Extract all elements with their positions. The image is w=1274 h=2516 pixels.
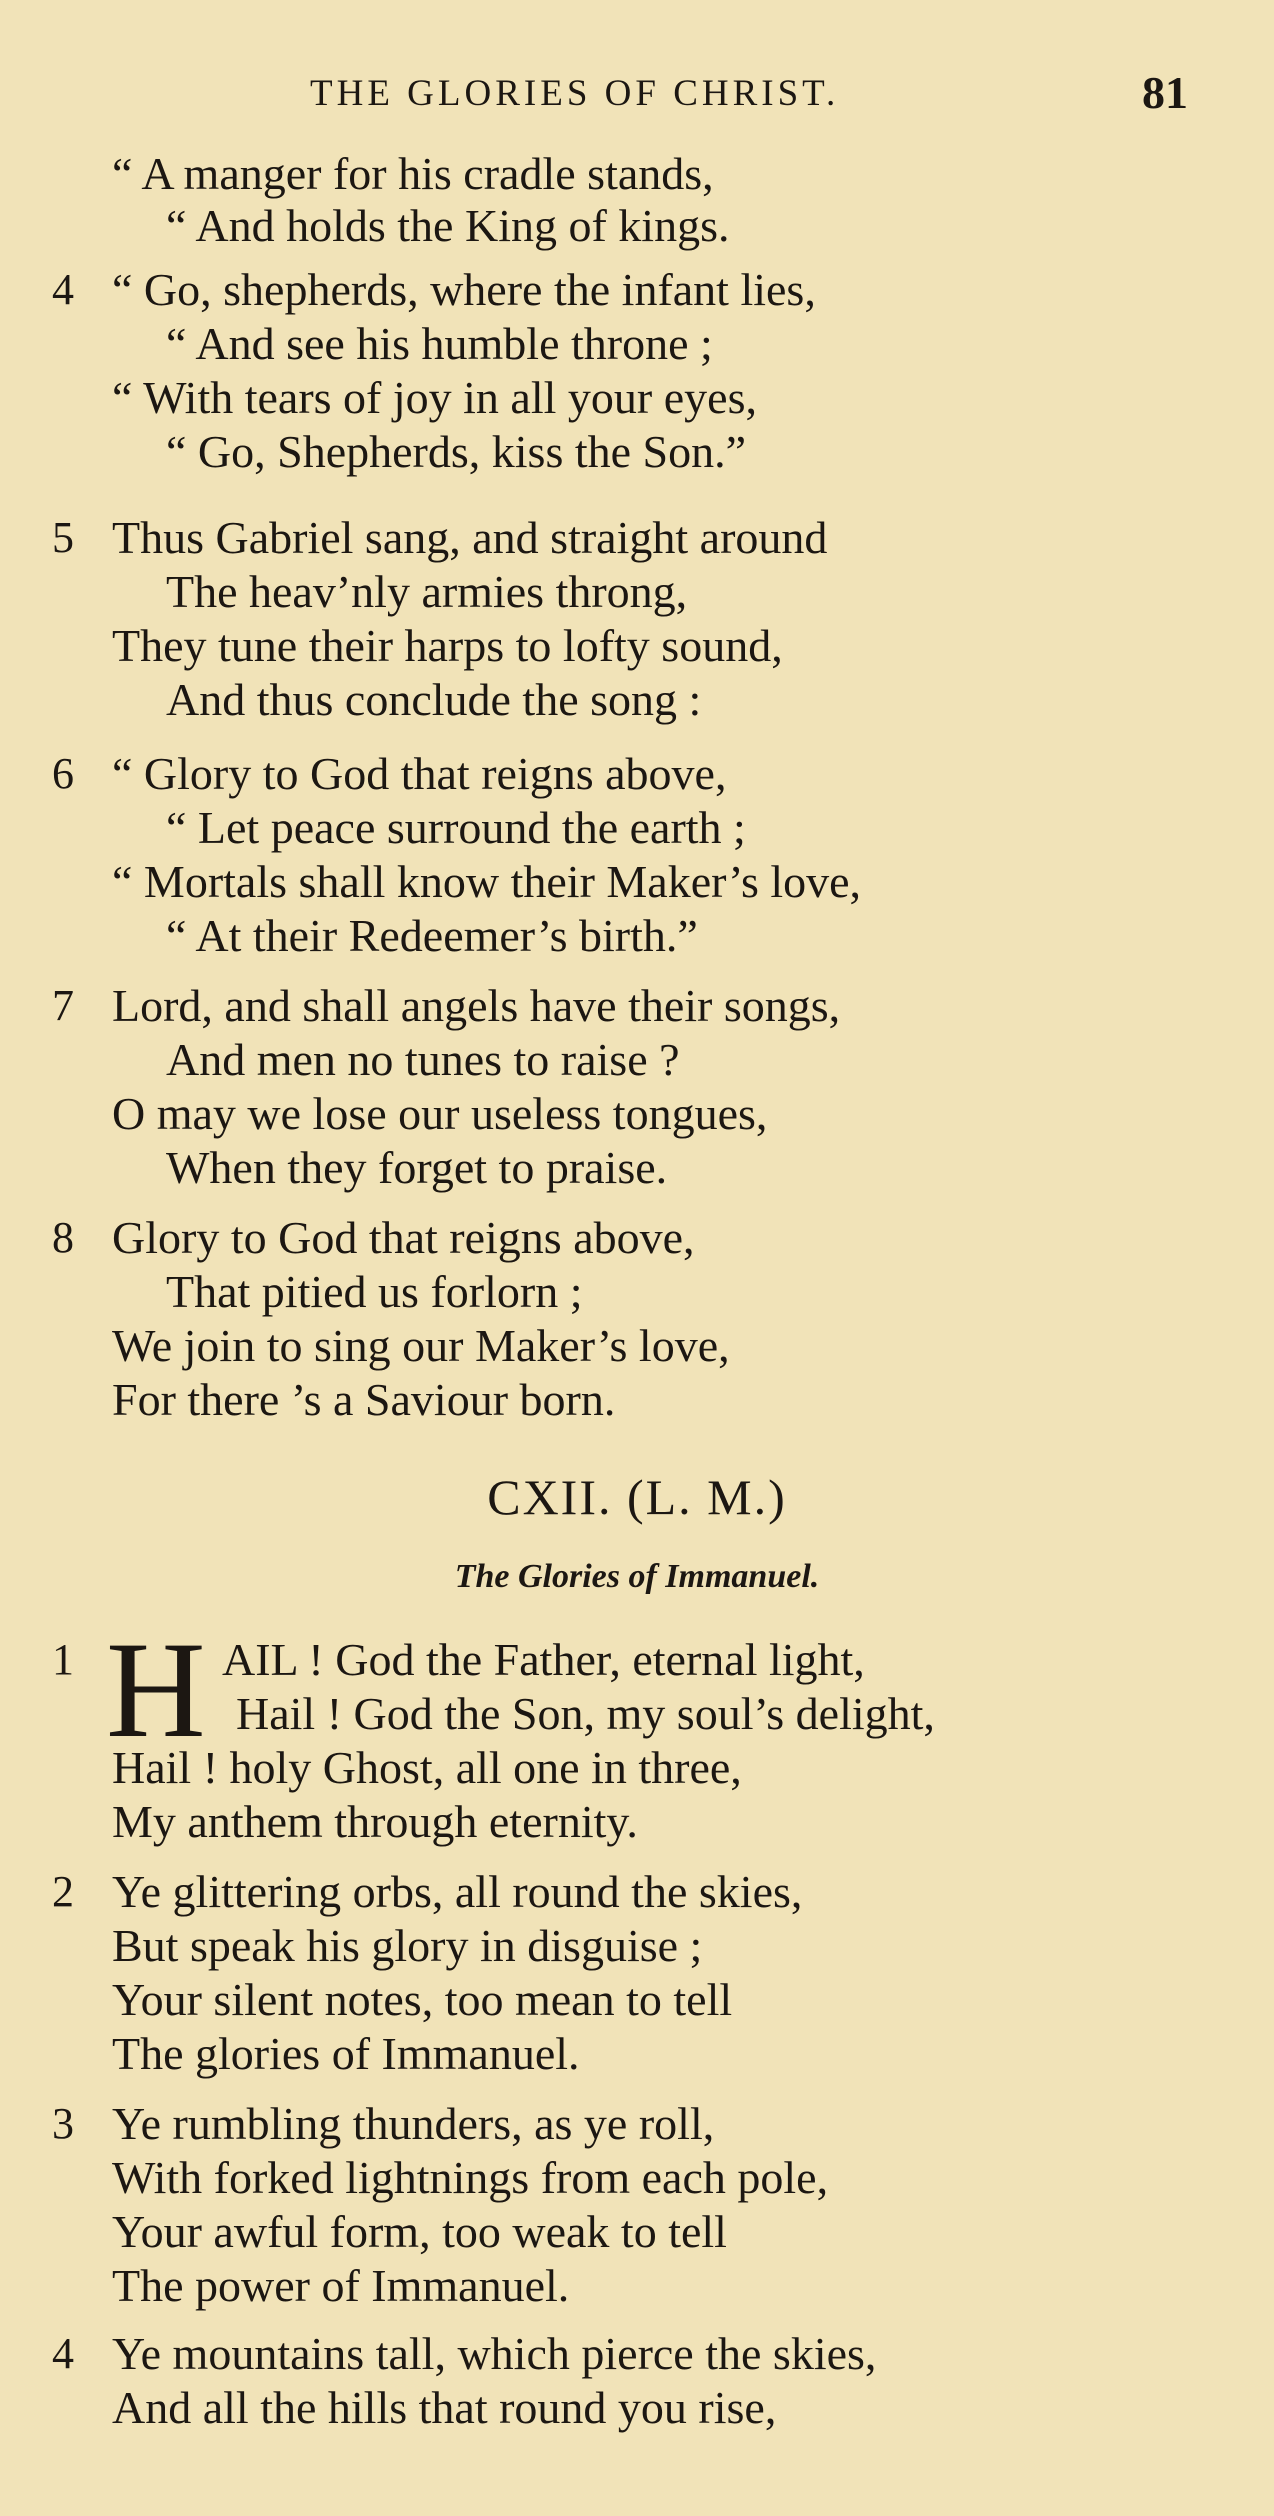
stanza-number: 4	[52, 265, 74, 314]
verse-line: “ And holds the King of kings.	[166, 200, 730, 251]
verse-line: But speak his glory in disguise ;	[112, 1920, 703, 1971]
stanza-number: 7	[52, 981, 74, 1030]
verse-line: Thus Gabriel sang, and straight around	[112, 512, 828, 563]
verse-line: Glory to God that reigns above,	[112, 1212, 695, 1263]
verse-line: The power of Immanuel.	[112, 2260, 570, 2311]
verse-line: And all the hills that round you rise,	[112, 2382, 777, 2433]
verse-line: That pitied us forlorn ;	[166, 1266, 583, 1317]
verse-line: “ Mortals shall know their Maker’s love,	[112, 856, 862, 907]
page-number: 81	[1142, 67, 1188, 118]
verse-line: “ Go, Shepherds, kiss the Son.”	[166, 426, 747, 477]
verse-line: “ At their Redeemer’s birth.”	[166, 910, 698, 961]
hymn-subtitle: The Glories of Immanuel.	[454, 1558, 820, 1595]
verse-line: For there ’s a Saviour born.	[112, 1374, 616, 1425]
stanza-number: 2	[52, 1867, 74, 1916]
page-header	[0, 67, 1274, 132]
verse-line: “ Glory to God that reigns above,	[112, 748, 727, 799]
verse-line: O may we lose our useless tongues,	[112, 1088, 768, 1139]
verse-line: Lord, and shall angels have their songs,	[112, 980, 841, 1031]
hymn-title: CXII. (L. M.)	[487, 1469, 787, 1525]
verse-line: And men no tunes to raise ?	[166, 1034, 680, 1085]
verse-line: Ye glittering orbs, all round the skies,	[112, 1866, 803, 1917]
verse-line: “ A manger for his cradle stands,	[112, 148, 714, 199]
verse-line: The heav’nly armies throng,	[166, 566, 688, 617]
running-title: THE GLORIES OF CHRIST.	[310, 73, 840, 114]
verse-line: “ And see his humble throne ;	[166, 318, 713, 369]
verse-line: With forked lightnings from each pole,	[112, 2152, 829, 2203]
verse-line: “ Let peace surround the earth ;	[166, 802, 746, 853]
verse-line: Ye mountains tall, which pierce the skies,	[112, 2328, 877, 2379]
verse-line: Your awful form, too weak to tell	[112, 2206, 727, 2257]
verse-line: Hail ! God the Son, my soul’s delight,	[236, 1688, 935, 1739]
verse-line: Ye rumbling thunders, as ye roll,	[112, 2098, 715, 2149]
verse-line: “ With tears of joy in all your eyes,	[112, 372, 757, 423]
verse-line: AIL ! God the Father, eternal light,	[222, 1634, 865, 1685]
stanza-number: 8	[52, 1213, 74, 1262]
verse-line: My anthem through eternity.	[112, 1796, 638, 1847]
stanza-number: 5	[52, 513, 74, 562]
stanza-number: 6	[52, 749, 74, 798]
verse-line: “ Go, shepherds, where the infant lies,	[112, 264, 816, 315]
stanza-number: 3	[52, 2099, 74, 2148]
verse-line: And thus conclude the song :	[166, 674, 702, 725]
verse-line: Hail ! holy Ghost, all one in three,	[112, 1742, 742, 1793]
verse-line: The glories of Immanuel.	[112, 2028, 580, 2079]
drop-cap: H	[106, 1613, 206, 1766]
stanza-number: 1	[52, 1635, 74, 1684]
stanza-number: 4	[52, 2329, 74, 2378]
verse-line: They tune their harps to lofty sound,	[112, 620, 783, 671]
verse-line: We join to sing our Maker’s love,	[112, 1320, 730, 1371]
verse-line: Your silent notes, too mean to tell	[112, 1974, 733, 2025]
verse-line: When they forget to praise.	[166, 1142, 668, 1193]
